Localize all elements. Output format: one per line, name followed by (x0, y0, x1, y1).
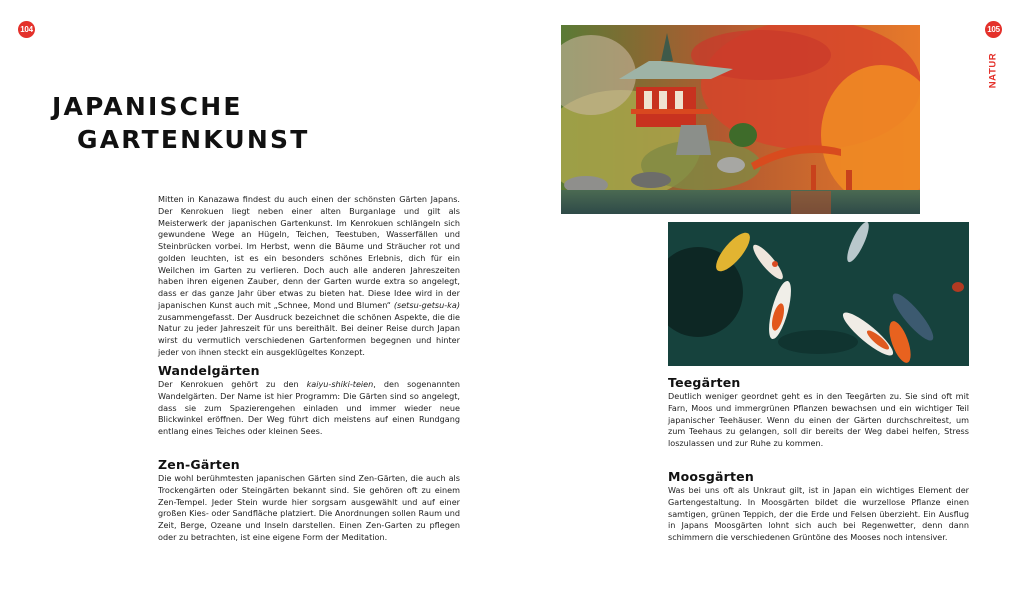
intro-italic-term: (setsu-getsu-ka) (393, 299, 460, 310)
intro-text-1: Mitten in Kanazawa findest du auch einen der schönsten Gärten Japans. Der Kenrokuen liegt neben einer alten Burganlage und gilt als Meisterwerk der japanischen Gartenkunst. Im Kenrokuen schlängeln sich gewundene Wege an Hügeln, Teichen, Teestuben, Wasserfällen und Steinbrücken vorbei. Im Herbst, wenn die Bäume und Sträucher rot und golden leuchten, ist es ein besonders schönes Erlebnis, dich für ein Weilchen im Garten zu verlieren. Doch auch alle anderen Jahreszeiten haben ihren eigenen Zauber, denn der Garten wurde extra so angelegt, dass er das ganze Jahr über etwas zu bieten hat. Diese Idee wird in der japanischen Kunst auch mit „Schnee, Mond und Blumen“ (158, 194, 460, 310)
section-heading: Wandelgärten (158, 363, 260, 378)
koi-pond-photo (668, 222, 969, 366)
section-italic-term: kaiyu-shiki-teien (306, 379, 374, 389)
page-title (52, 90, 309, 156)
section-zengaerten (158, 457, 460, 544)
section-heading: Moosgärten (668, 469, 754, 484)
section-body: Was bei uns oft als Unkraut gilt, ist in Japan ein wichtiges Element der Gartengestaltung. In Moosgärten bildet die wurzellose Pflanze einen samtigen, grünen Teppich, der die Erde und Felsen überzieht. Ein Ausflug in Japans Moosgärten lohnt sich auch bei Regenwetter, denn dann schimmern die verschiedenen Grüntöne des Mooses noch intensiver. (668, 485, 969, 542)
section-body: Die wohl berühmtesten japanischen Gärten sind Zen-Gärten, die auch als Trockengärten oder Steingärten bekannt sind. Sie gehören oft zu einem Zen-Tempel. Jeder Stein wurde hier sorgsam ausgewählt und auf einer großen Kies- oder Sandfläche platziert. Die Anordnungen sollen Raum und Zeit, Berge, Ozeane und Inseln darstellen. Einen Zen-Garten zu pflegen oder zu betrachten, ist eine eigene Form der Meditation. (158, 473, 460, 542)
section-heading: Zen-Gärten (158, 457, 240, 472)
section-moosgaerten (668, 469, 969, 544)
page-number-left: 104 (18, 21, 35, 38)
section-teegaerten (668, 375, 969, 450)
title-line-1: JAPANISCHE (52, 92, 243, 121)
section-label-text: NATUR (987, 52, 999, 88)
section-wandelgaerten (158, 363, 460, 438)
section-label (986, 52, 1000, 88)
intro-paragraph (158, 194, 460, 359)
page-number-right: 105 (985, 21, 1002, 38)
temple-photo (561, 25, 920, 214)
intro-text-2: zusammengefasst. Der Ausdruck bezeichnet die schönen Aspekte, die die Natur zu jeder Jahreszeit für uns bereithält. Bei deiner Reise durch Japan wirst du vermutlich verschiedenen Gartenformen begegnen und hinter jeder von ihnen steckt ein ausgeklügeltes Konzept. (158, 311, 460, 357)
section-body: Deutlich weniger geordnet geht es in den Teegärten zu. Sie sind oft mit Farn, Moos und immergrünen Pflanzen bewachsen und ein wichtiger Teil japanischer Teehäuser. Wenn du einen der Gärten durchschreitest, um zum Teehaus zu gelangen, soll dir bereits der Weg dabei helfen, Stress loszulassen und zur Ruhe zu kommen. (668, 391, 969, 448)
section-text-1: Der Kenrokuen gehört zu den (158, 379, 307, 389)
title-line-2: GARTENKUNST (77, 125, 310, 154)
koi-fish-image (668, 222, 969, 366)
section-heading: Teegärten (668, 375, 741, 390)
section-text-2: , den sogenannten Wandelgärten. Der Name ist hier Programm: Die Gärten sind so angelegt, dass sie zum Spazierengehen einladen und immer wieder neue Blickwinkel eröffnen. Der Weg führt dich meistens auf einen Rundgang entlang eines Teiches oder kleinen Sees. (158, 379, 460, 436)
temple-autumn-image (561, 25, 920, 214)
